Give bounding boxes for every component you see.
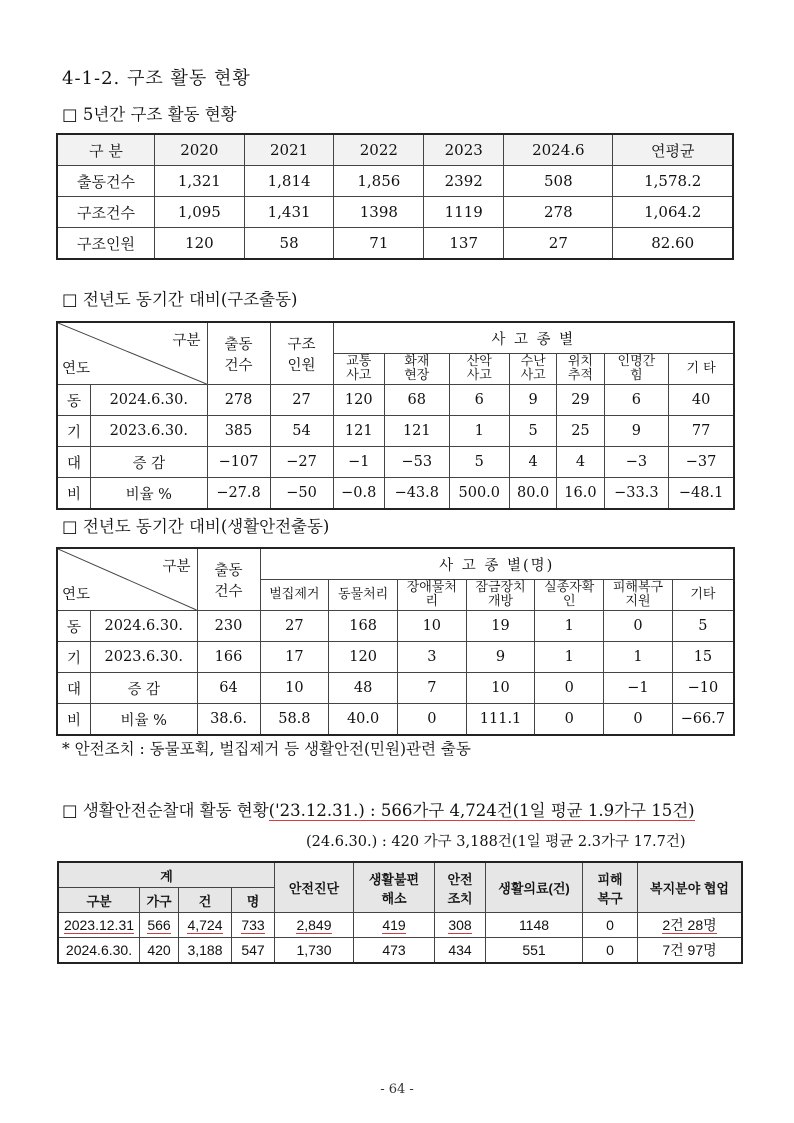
- diag-bottom-label: 연도: [62, 361, 91, 377]
- table-cell: [275, 913, 354, 938]
- table-cell: 547: [232, 938, 275, 964]
- cell-text: 2건 28명: [662, 917, 717, 933]
- type-header: 잠금장치 개방: [466, 580, 535, 611]
- table-cell: 0: [397, 704, 466, 736]
- table-cell: 6: [449, 385, 509, 416]
- patrol-activity-table: [57, 861, 743, 964]
- diag-top-label: 구분: [172, 333, 201, 349]
- type-header: 벌집제거: [260, 580, 329, 611]
- table-cell: 278: [504, 197, 613, 228]
- table-cell: 5: [509, 416, 556, 447]
- diag-top-label: 구분: [162, 559, 191, 575]
- table-cell: 120: [155, 228, 245, 260]
- sec4-title-prefix: □ 생활안전순찰대 활동 현황: [62, 801, 269, 820]
- table-cell: 58: [244, 228, 334, 260]
- header-cell: 안전진단: [275, 862, 354, 913]
- header-cell: 구 분: [57, 134, 155, 166]
- table-cell: 71: [334, 228, 424, 260]
- table-cell: −3: [604, 447, 669, 478]
- header-cell: 생활불편 해소: [354, 862, 435, 913]
- rescue-comparison-table: [56, 321, 735, 510]
- table-cell: 2024.6.30.: [58, 938, 140, 964]
- table-cell: 230: [197, 611, 260, 642]
- table-row: [58, 938, 742, 964]
- type-header: 실종자확 인: [535, 580, 604, 611]
- table-cell: −37: [669, 447, 734, 478]
- table-cell: 3: [397, 642, 466, 673]
- table-header-row: [57, 322, 734, 354]
- type-header: 위치 추적: [557, 354, 604, 385]
- table-cell: −33.3: [604, 478, 669, 510]
- table-row: [58, 913, 742, 938]
- row-label: 비율 %: [91, 478, 208, 510]
- table-cell: 4: [509, 447, 556, 478]
- header-cell: 2024.6: [504, 134, 613, 166]
- table-cell: −27.8: [207, 478, 270, 510]
- table-cell: [179, 913, 232, 938]
- table-cell: 0: [583, 938, 638, 964]
- row-label: 구조인원: [57, 228, 155, 260]
- side-char: 대: [57, 673, 91, 704]
- dispatch-header: 출동 건수: [197, 548, 260, 611]
- table-cell: 27: [504, 228, 613, 260]
- type-header: 화재 현장: [385, 354, 450, 385]
- table-cell: −107: [207, 447, 270, 478]
- table-cell: 9: [466, 642, 535, 673]
- row-label: 비율 %: [91, 704, 198, 736]
- table-cell: 40.0: [329, 704, 398, 736]
- type-header: 교통 사고: [333, 354, 384, 385]
- sec4-title-summary: ('23.12.31.) : 566가구 4,724건(1일 평균 1.9가구 15건): [268, 801, 695, 820]
- table-cell: 68: [385, 385, 450, 416]
- type-header: 장애물처 리: [397, 580, 466, 611]
- cell-text: 2,849: [296, 917, 332, 933]
- table-cell: [140, 913, 179, 938]
- type-header: 동물처리: [329, 580, 398, 611]
- table-cell: 420: [140, 938, 179, 964]
- table-cell: 0: [604, 611, 673, 642]
- row-label: 2023.6.30.: [91, 416, 208, 447]
- table-cell: 551: [486, 938, 583, 964]
- header-cell: 가구: [140, 888, 179, 913]
- table-cell: 5: [449, 447, 509, 478]
- table-cell: 1: [535, 611, 604, 642]
- table-cell: 1148: [486, 913, 583, 938]
- table-cell: 1: [604, 642, 673, 673]
- table-cell: 473: [354, 938, 435, 964]
- table-cell: 77: [669, 416, 734, 447]
- table-cell: 27: [260, 611, 329, 642]
- table-cell: 1,814: [244, 166, 334, 197]
- table-row: [57, 166, 733, 197]
- table-cell: 166: [197, 642, 260, 673]
- header-cell: 2023: [424, 134, 504, 166]
- table-cell: −10: [672, 673, 734, 704]
- table-cell: 137: [424, 228, 504, 260]
- header-cell: 안전 조치: [435, 862, 486, 913]
- cell-text: 566: [147, 917, 171, 933]
- table-cell: 2392: [424, 166, 504, 197]
- table-header-row: [57, 134, 733, 166]
- table-cell: −0.8: [333, 478, 384, 510]
- sec2-title: □ 전년도 동기간 대비(구조출동): [62, 290, 298, 309]
- header-cell: 복지분야 협업: [638, 862, 743, 913]
- five-year-rescue-table: [56, 133, 734, 260]
- row-label: 출동건수: [57, 166, 155, 197]
- header-cell: 건: [179, 888, 232, 913]
- side-char: 대: [57, 447, 91, 478]
- table-cell: 40: [669, 385, 734, 416]
- side-char: 동: [57, 385, 91, 416]
- table-row: [57, 611, 734, 642]
- table-cell: 1,730: [275, 938, 354, 964]
- row-label: 2024.6.30.: [91, 611, 198, 642]
- table-cell: 0: [535, 704, 604, 736]
- table-cell: 9: [509, 385, 556, 416]
- cell-text: 2023.12.31: [63, 917, 135, 933]
- table-cell: 16.0: [557, 478, 604, 510]
- table-cell: 48: [329, 673, 398, 704]
- table-cell: 15: [672, 642, 734, 673]
- table-cell: 4: [557, 447, 604, 478]
- table-cell: 3,188: [179, 938, 232, 964]
- table-cell: 80.0: [509, 478, 556, 510]
- table-cell: 385: [207, 416, 270, 447]
- type-header: 기타: [672, 580, 734, 611]
- table-cell: 10: [466, 673, 535, 704]
- section-heading: 4-1-2. 구조 활동 현황: [62, 68, 251, 89]
- diagonal-header-cell: [57, 322, 207, 385]
- table-row: [57, 228, 733, 260]
- cell-text: 4,724: [187, 917, 223, 933]
- table-cell: 25: [557, 416, 604, 447]
- cell-text: 419: [382, 917, 406, 933]
- table-cell: 1,431: [244, 197, 334, 228]
- table-cell: 19: [466, 611, 535, 642]
- table-cell: 58.8: [260, 704, 329, 736]
- header-cell: 구분: [58, 888, 140, 913]
- table-cell: 1,064.2: [613, 197, 733, 228]
- table-cell: 1,321: [155, 166, 245, 197]
- table-cell: 7: [397, 673, 466, 704]
- type-header: 기 타: [669, 354, 734, 385]
- side-char: 기: [57, 642, 91, 673]
- table-cell: 434: [435, 938, 486, 964]
- type-header: 인명간 힘: [604, 354, 669, 385]
- row-label: 구조건수: [57, 197, 155, 228]
- table-cell: 1,095: [155, 197, 245, 228]
- table-cell: 7건 97명: [638, 938, 743, 964]
- row-label: 2024.6.30.: [91, 385, 208, 416]
- table-cell: −53: [385, 447, 450, 478]
- side-char: 동: [57, 611, 91, 642]
- table-cell: −1: [604, 673, 673, 704]
- page-number: - 64 -: [380, 1082, 414, 1097]
- table-cell: −27: [270, 447, 333, 478]
- type-header: 피해복구 지원: [604, 580, 673, 611]
- table-cell: 0: [535, 673, 604, 704]
- side-char: 비: [57, 478, 91, 510]
- table-header-row: [57, 548, 734, 580]
- table-cell: 1119: [424, 197, 504, 228]
- sec3-title: □ 전년도 동기간 대비(생활안전출동): [62, 517, 330, 536]
- table-cell: 10: [260, 673, 329, 704]
- diagonal-header-cell: [57, 548, 197, 611]
- table-cell: 38.6.: [197, 704, 260, 736]
- table-row: [57, 704, 734, 736]
- side-char: 기: [57, 416, 91, 447]
- row-label: 증 감: [91, 673, 198, 704]
- footnote: * 안전조치 : 동물포획, 벌집제거 등 생활안전(민원)관련 출동: [62, 740, 471, 758]
- cell-text: 733: [241, 917, 265, 933]
- table-cell: 10: [397, 611, 466, 642]
- row-label: 증 감: [91, 447, 208, 478]
- diag-bottom-label: 연도: [62, 587, 91, 603]
- cell-text: 308: [448, 917, 472, 933]
- table-cell: 278: [207, 385, 270, 416]
- table-cell: 82.60: [613, 228, 733, 260]
- table-cell: [435, 913, 486, 938]
- header-cell: 연평균: [613, 134, 733, 166]
- table-cell: 508: [504, 166, 613, 197]
- table-cell: 29: [557, 385, 604, 416]
- table-cell: [638, 913, 743, 938]
- table-cell: 1398: [334, 197, 424, 228]
- table-cell: 5: [672, 611, 734, 642]
- table-cell: 500.0: [449, 478, 509, 510]
- table-cell: 0: [604, 704, 673, 736]
- table-row: [57, 447, 734, 478]
- header-cell: 2021: [244, 134, 334, 166]
- table-cell: [58, 913, 140, 938]
- header-cell: 2020: [155, 134, 245, 166]
- side-char: 비: [57, 704, 91, 736]
- table-row: [57, 385, 734, 416]
- dispatch-header: 출동 건수: [207, 322, 270, 385]
- table-row: [57, 673, 734, 704]
- table-cell: 0: [583, 913, 638, 938]
- sec4-title: [62, 797, 695, 821]
- accident-type-group-header: 사 고 종 별(명): [260, 548, 734, 580]
- header-cell: 피해 복구: [583, 862, 638, 913]
- table-cell: 120: [329, 642, 398, 673]
- table-cell: 6: [604, 385, 669, 416]
- sec1-title: □ 5년간 구조 활동 현황: [62, 105, 237, 124]
- row-label: 2023.6.30.: [91, 642, 198, 673]
- table-cell: −66.7: [672, 704, 734, 736]
- rescued-header: 구조 인원: [270, 322, 333, 385]
- table-cell: 1,856: [334, 166, 424, 197]
- sec4-subline: (24.6.30.) : 420 가구 3,188건(1일 평균 2.3가구 17.7건): [306, 834, 686, 850]
- table-row: [57, 478, 734, 510]
- table-cell: 17: [260, 642, 329, 673]
- table-header-row: [58, 862, 742, 888]
- header-cell: 명: [232, 888, 275, 913]
- table-cell: 168: [329, 611, 398, 642]
- table-cell: −48.1: [669, 478, 734, 510]
- table-row: [57, 416, 734, 447]
- table-cell: 9: [604, 416, 669, 447]
- table-cell: 1: [535, 642, 604, 673]
- table-cell: 111.1: [466, 704, 535, 736]
- table-cell: 27: [270, 385, 333, 416]
- table-cell: −1: [333, 447, 384, 478]
- table-cell: −50: [270, 478, 333, 510]
- table-cell: 121: [333, 416, 384, 447]
- table-cell: 54: [270, 416, 333, 447]
- table-cell: −43.8: [385, 478, 450, 510]
- table-cell: 121: [385, 416, 450, 447]
- table-cell: 120: [333, 385, 384, 416]
- safety-comparison-table: [56, 547, 735, 736]
- table-cell: 64: [197, 673, 260, 704]
- type-header: 수난 사고: [509, 354, 556, 385]
- table-cell: 1,578.2: [613, 166, 733, 197]
- table-row: [57, 197, 733, 228]
- header-cell: 생활의료(건): [486, 862, 583, 913]
- table-cell: [232, 913, 275, 938]
- type-header: 산악 사고: [449, 354, 509, 385]
- table-cell: 1: [449, 416, 509, 447]
- total-header: 계: [58, 862, 275, 888]
- table-row: [57, 642, 734, 673]
- table-cell: [354, 913, 435, 938]
- accident-type-group-header: 사 고 종 별: [333, 322, 734, 354]
- header-cell: 2022: [334, 134, 424, 166]
